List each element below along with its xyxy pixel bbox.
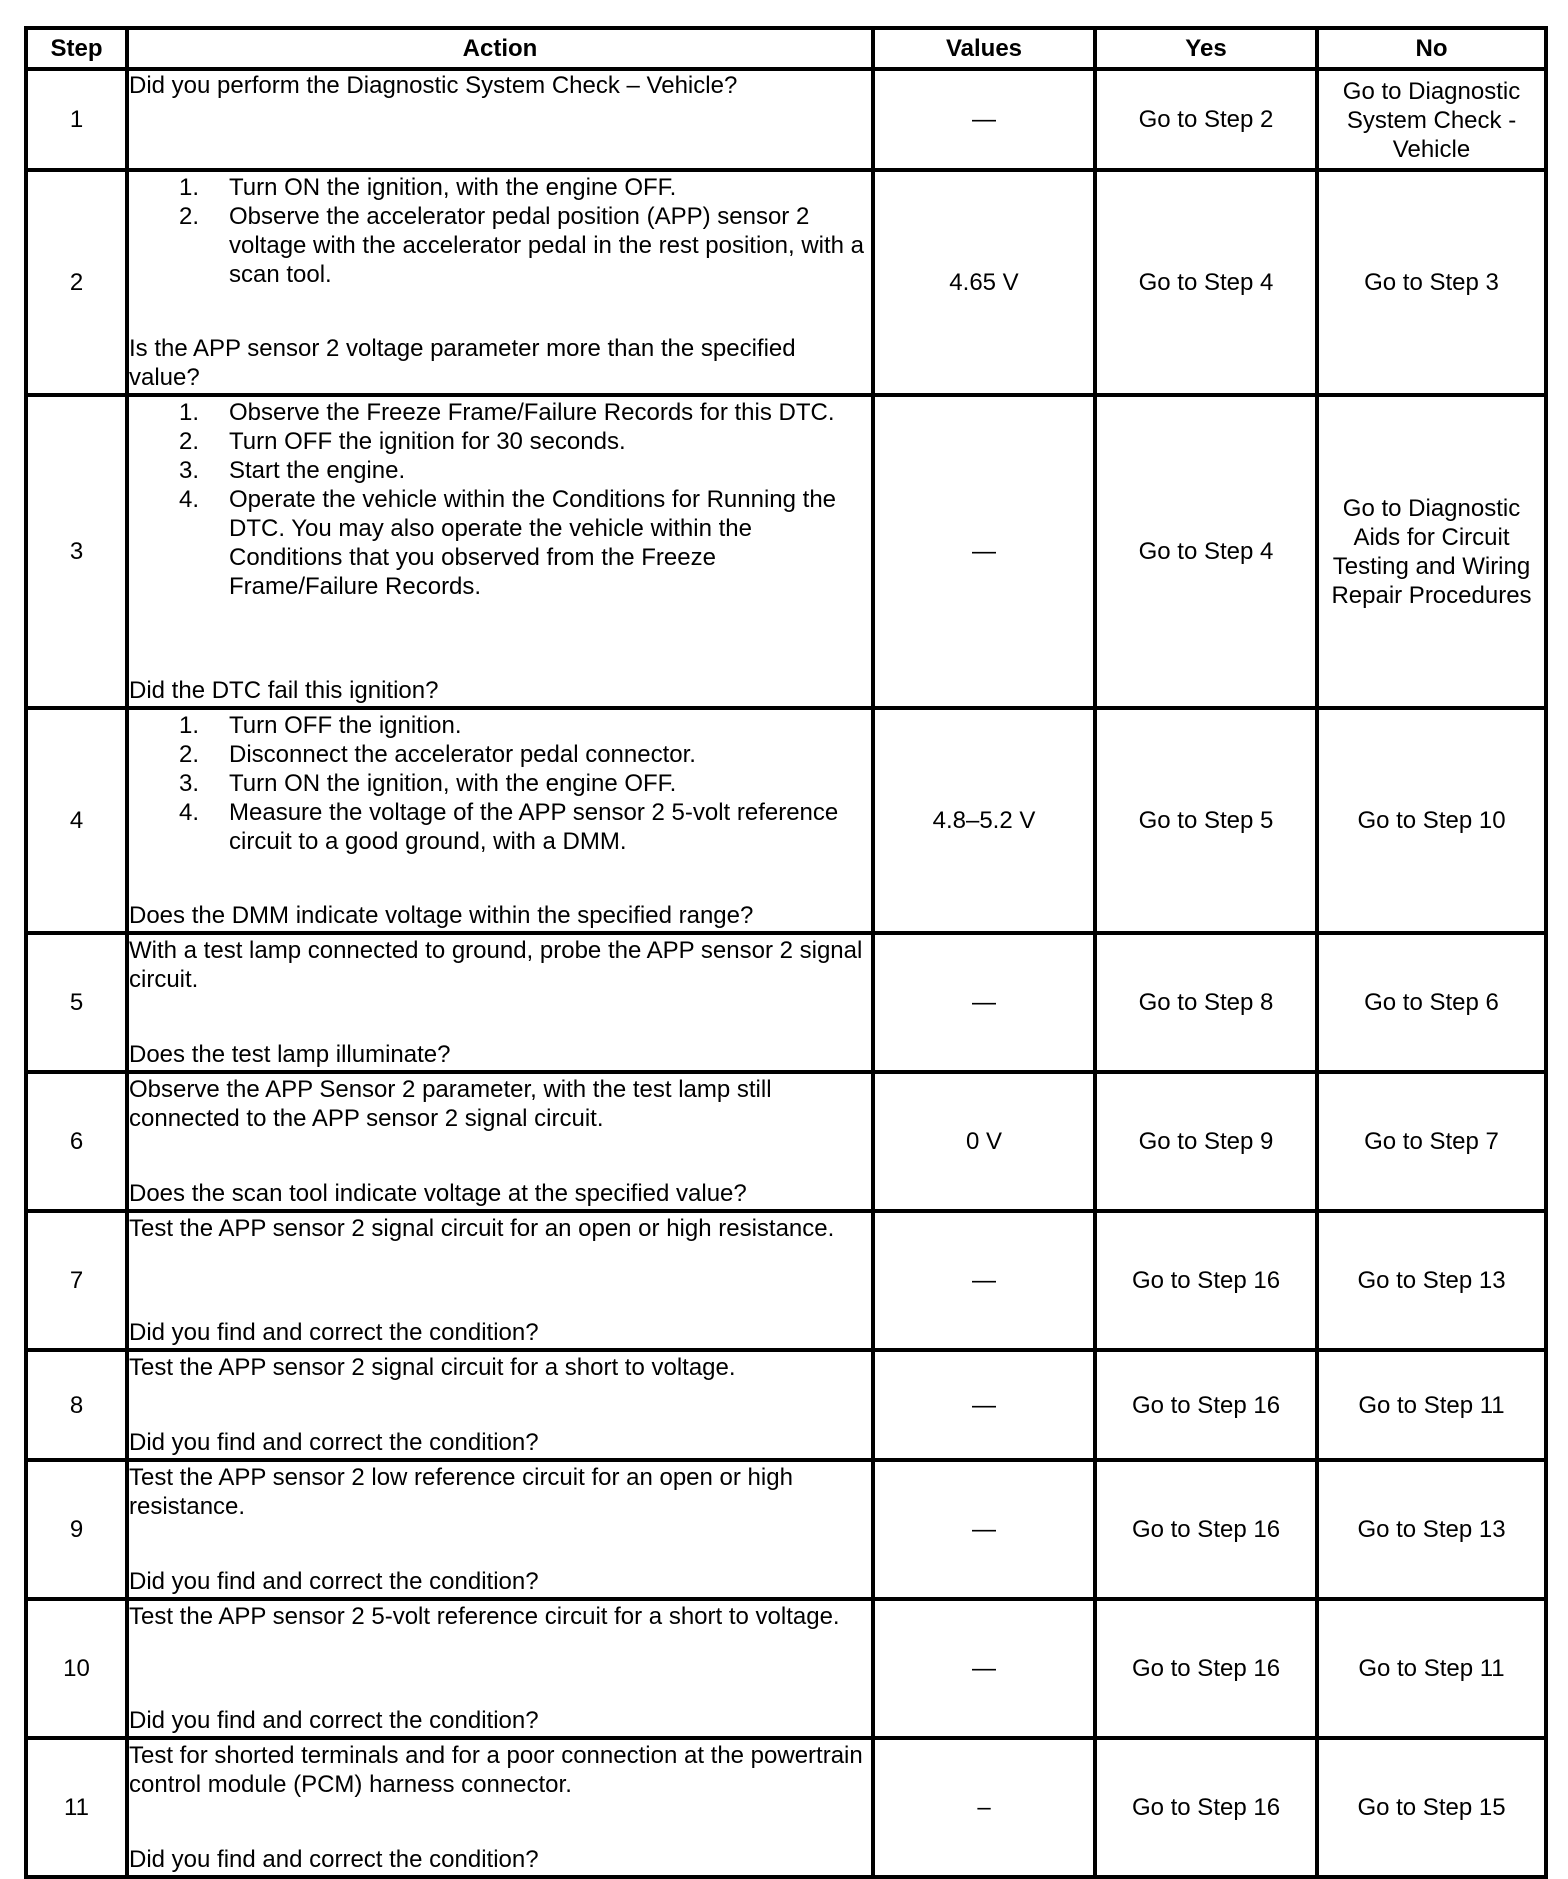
- substep-list: [129, 173, 871, 289]
- value-cell: —: [873, 933, 1095, 1072]
- header-action: Action: [127, 28, 873, 69]
- no-link[interactable]: Go to Step 13: [1317, 1211, 1546, 1350]
- substep-list: [129, 398, 871, 601]
- action-question: Did you find and correct the condition?: [129, 1568, 539, 1595]
- action-cell: [127, 69, 873, 170]
- action-cell: [127, 933, 873, 1072]
- value-cell: 4.8–5.2 V: [873, 708, 1095, 933]
- action-question: Does the DMM indicate voltage within the specified range?: [129, 902, 754, 929]
- action-text: Test the APP sensor 2 5-volt reference circuit for a short to voltage.: [129, 1603, 840, 1630]
- value-cell: —: [873, 395, 1095, 708]
- action-cell: [127, 708, 873, 933]
- table-row-step-5: [26, 933, 1546, 1072]
- no-link[interactable]: Go to Step 6: [1317, 933, 1546, 1072]
- action-cell: [127, 1460, 873, 1599]
- no-link[interactable]: Go to Step 15: [1317, 1738, 1546, 1877]
- action-text: Observe the APP Sensor 2 parameter, with the test lamp still connected to the APP sensor 2 signal circuit.: [129, 1076, 772, 1132]
- header-values: Values: [873, 28, 1095, 69]
- table-row-step-6: [26, 1072, 1546, 1211]
- step-number: 10: [26, 1599, 127, 1738]
- step-number: 8: [26, 1350, 127, 1460]
- action-cell: [127, 170, 873, 395]
- substep-item: 1. Turn ON the ignition, with the engine OFF.: [179, 174, 677, 201]
- no-link[interactable]: Go to Step 11: [1317, 1350, 1546, 1460]
- no-link[interactable]: Go to Diagnostic System Check - Vehicle: [1317, 69, 1546, 170]
- value-cell: —: [873, 69, 1095, 170]
- action-question: Did you find and correct the condition?: [129, 1707, 539, 1734]
- step-number: 7: [26, 1211, 127, 1350]
- substep-item: 1. Observe the Freeze Frame/Failure Records for this DTC.: [179, 399, 835, 426]
- table-row-step-9: [26, 1460, 1546, 1599]
- value-cell: 4.65 V: [873, 170, 1095, 395]
- substep-item: 3. Start the engine.: [179, 457, 406, 484]
- action-cell: [127, 1350, 873, 1460]
- yes-link[interactable]: Go to Step 16: [1095, 1738, 1317, 1877]
- action-text: Did you perform the Diagnostic System Check – Vehicle?: [129, 72, 738, 99]
- step-number: 11: [26, 1738, 127, 1877]
- yes-link[interactable]: Go to Step 16: [1095, 1599, 1317, 1738]
- action-cell: [127, 1211, 873, 1350]
- no-link[interactable]: Go to Diagnostic Aids for Circuit Testing and Wiring Repair Procedures: [1317, 395, 1546, 708]
- no-link[interactable]: Go to Step 7: [1317, 1072, 1546, 1211]
- value-cell: —: [873, 1350, 1095, 1460]
- substep-item: 4. Measure the voltage of the APP sensor 2 5-volt reference circuit to a good ground, with a DMM.: [179, 799, 839, 855]
- step-number: 1: [26, 69, 127, 170]
- yes-link[interactable]: Go to Step 16: [1095, 1350, 1317, 1460]
- yes-link[interactable]: Go to Step 4: [1095, 170, 1317, 395]
- substep-item: 2. Disconnect the accelerator pedal connector.: [179, 741, 696, 768]
- header-yes: Yes: [1095, 28, 1317, 69]
- value-cell: –: [873, 1738, 1095, 1877]
- yes-link[interactable]: Go to Step 16: [1095, 1460, 1317, 1599]
- action-text: Test the APP sensor 2 signal circuit for a short to voltage.: [129, 1354, 736, 1381]
- value-cell: —: [873, 1460, 1095, 1599]
- step-number: 3: [26, 395, 127, 708]
- substep-item: 4. Operate the vehicle within the Conditions for Running the DTC. You may also operate the vehicle within the Conditions that you observed from the Freeze Frame/Failure Records.: [179, 486, 837, 600]
- table-row-step-10: [26, 1599, 1546, 1738]
- table-row-step-1: [26, 69, 1546, 170]
- header-no: No: [1317, 28, 1546, 69]
- no-link[interactable]: Go to Step 13: [1317, 1460, 1546, 1599]
- substep-item: 3. Turn ON the ignition, with the engine OFF.: [179, 770, 677, 797]
- action-text: Test the APP sensor 2 low reference circuit for an open or high resistance.: [129, 1464, 793, 1520]
- value-cell: —: [873, 1599, 1095, 1738]
- action-cell: [127, 395, 873, 708]
- table-row-step-2: [26, 170, 1546, 395]
- step-number: 5: [26, 933, 127, 1072]
- action-question: Does the scan tool indicate voltage at the specified value?: [129, 1180, 747, 1207]
- action-question: Did you find and correct the condition?: [129, 1846, 539, 1873]
- action-cell: [127, 1599, 873, 1738]
- action-cell: [127, 1072, 873, 1211]
- table-row-step-4: [26, 708, 1546, 933]
- table-row-step-7: [26, 1211, 1546, 1350]
- table-row-step-8: [26, 1350, 1546, 1460]
- substep-item: 1. Turn OFF the ignition.: [179, 712, 462, 739]
- action-text: With a test lamp connected to ground, probe the APP sensor 2 signal circuit.: [129, 937, 863, 993]
- substep-item: 2. Observe the accelerator pedal position (APP) sensor 2 voltage with the accelerator pedal in the rest position, with a scan tool.: [179, 203, 865, 288]
- yes-link[interactable]: Go to Step 2: [1095, 69, 1317, 170]
- table-row-step-11: [26, 1738, 1546, 1877]
- action-cell: [127, 1738, 873, 1877]
- diagnostic-table: [24, 26, 1548, 1879]
- header-row: [26, 28, 1546, 69]
- action-question: Is the APP sensor 2 voltage parameter more than the specified value?: [129, 335, 796, 391]
- action-text: Test for shorted terminals and for a poor connection at the powertrain control module (PCM) harness connector.: [129, 1742, 863, 1798]
- table-row-step-3: [26, 395, 1546, 708]
- value-cell: —: [873, 1211, 1095, 1350]
- step-number: 6: [26, 1072, 127, 1211]
- action-question: Did the DTC fail this ignition?: [129, 677, 439, 704]
- no-link[interactable]: Go to Step 3: [1317, 170, 1546, 395]
- yes-link[interactable]: Go to Step 8: [1095, 933, 1317, 1072]
- yes-link[interactable]: Go to Step 5: [1095, 708, 1317, 933]
- step-number: 9: [26, 1460, 127, 1599]
- yes-link[interactable]: Go to Step 9: [1095, 1072, 1317, 1211]
- no-link[interactable]: Go to Step 11: [1317, 1599, 1546, 1738]
- step-number: 2: [26, 170, 127, 395]
- action-question: Does the test lamp illuminate?: [129, 1041, 451, 1068]
- step-number: 4: [26, 708, 127, 933]
- action-text: Test the APP sensor 2 signal circuit for an open or high resistance.: [129, 1215, 835, 1242]
- no-link[interactable]: Go to Step 10: [1317, 708, 1546, 933]
- yes-link[interactable]: Go to Step 4: [1095, 395, 1317, 708]
- yes-link[interactable]: Go to Step 16: [1095, 1211, 1317, 1350]
- value-cell: 0 V: [873, 1072, 1095, 1211]
- substep-item: 2. Turn OFF the ignition for 30 seconds.: [179, 428, 626, 455]
- substep-list: [129, 711, 871, 856]
- action-question: Did you find and correct the condition?: [129, 1429, 539, 1456]
- action-question: Did you find and correct the condition?: [129, 1319, 539, 1346]
- header-step: Step: [26, 28, 127, 69]
